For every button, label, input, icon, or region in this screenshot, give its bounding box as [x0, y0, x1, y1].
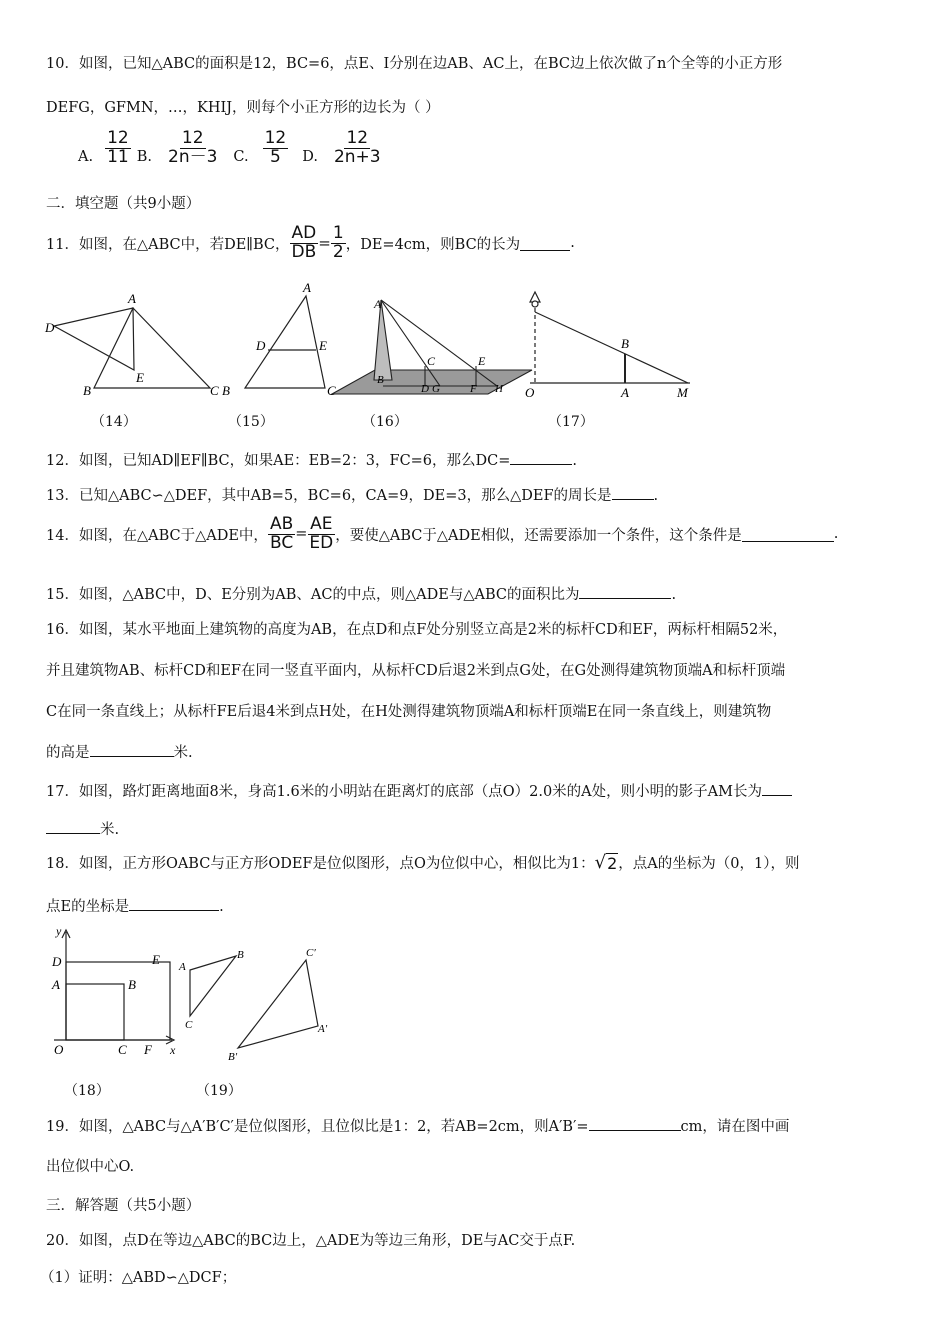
q16-answer-blank[interactable] — [90, 742, 174, 757]
fig14-label-d: D — [45, 320, 55, 335]
fig19-triangle-a2b2c2 — [238, 960, 318, 1048]
fig15-label-a: A — [303, 282, 311, 295]
fig14-label-b: B — [83, 383, 91, 398]
q18-pre: 18．如图，正方形OABC与正方形ODEF是位似图形，点O为位似中心，相似比为1： — [46, 856, 595, 872]
fig18-label-y: y — [56, 924, 62, 938]
q14 — [46, 516, 838, 553]
option-a-letter: A. — [78, 148, 94, 165]
caption-18: （18） — [64, 1083, 110, 1099]
fig17-lamp-bulb — [532, 301, 538, 307]
q11-fraction-ad-db — [290, 225, 319, 262]
q11-end: . — [570, 235, 575, 252]
q19-line2: 出位似中心O. — [46, 1159, 135, 1175]
fig16-label-c: C — [427, 354, 436, 368]
fig14-label-e: E — [136, 370, 144, 385]
q14-fraction1-den: BC — [269, 532, 294, 553]
figure-18 — [54, 930, 174, 1044]
q11-post: ，DE=4cm，则BC的长为 — [345, 236, 521, 253]
fig15-label-d: D — [256, 338, 266, 353]
q17-text: 17．如图，路灯距离地面8米，身高1.6米的小明站在距离灯的底部（点O）2.0米的A处，则小明的影子AM长为 — [46, 784, 762, 800]
option-a-num: 12 — [107, 128, 129, 148]
fig19-label-c-prime: C′ — [306, 947, 316, 959]
option-b-den: 2n－3 — [168, 146, 218, 167]
q19-pre: 19．如图，△ABC与△A′B′C′是位似图形，且位似比是1：2，若AB=2cm，则A′B′= — [46, 1119, 589, 1135]
q15-answer-blank[interactable] — [579, 584, 671, 599]
fig16-label-b: B — [377, 374, 384, 386]
q13-end: . — [653, 488, 659, 504]
option-a-den: 11 — [107, 146, 129, 167]
q10-options — [78, 130, 383, 167]
q16-line3: C在同一条直线上；从标杆FE后退4米到点H处，在H处测得建筑物顶端A和标杆顶端E在同一条直线上，则建筑物 — [46, 704, 772, 720]
section-3-heading: 三．解答题（共5小题） — [46, 1198, 201, 1214]
q17-answer-blank-part1[interactable] — [762, 781, 792, 796]
q12-end: . — [572, 453, 578, 469]
fig16-label-e: E — [478, 354, 486, 368]
option-c-letter: C. — [233, 148, 249, 165]
q17-line2-post: 米. — [100, 822, 120, 838]
q17-line1 — [46, 780, 792, 801]
q14-fraction2-den: ED — [309, 532, 334, 553]
q10-line1: 10．如图，已知△ABC的面积是12，BC=6，点E、I分别在边AB、AC上，在BC边上依次做了n个全等的小正方形 — [46, 56, 783, 72]
option-d-letter: D. — [302, 148, 318, 165]
figure-row-1 — [40, 282, 710, 404]
q15-end: . — [671, 587, 677, 603]
fig18-label-c: C — [118, 1042, 127, 1057]
fig19-label-a-prime: A′ — [318, 1023, 328, 1035]
option-c-num: 12 — [264, 128, 287, 148]
fig19-label-c: C — [185, 1019, 193, 1031]
fig19-label-a: A — [179, 961, 186, 973]
q14-fraction-ab-bc — [268, 516, 295, 553]
figure-14 — [54, 308, 210, 388]
q16-line4-pre: 的高是 — [46, 745, 90, 761]
option-b-fraction — [166, 130, 219, 167]
fig17-label-b: B — [621, 336, 629, 351]
fig16-label-f: F — [470, 383, 477, 395]
q11 — [46, 225, 575, 262]
q14-end: . — [833, 526, 839, 543]
q16-line4 — [46, 741, 193, 762]
q16-line2: 并且建筑物AB、标杆CD和EF在同一竖直平面内，从标杆CD后退2米到点G处，在G处测得建筑物顶端A和标杆顶端 — [46, 663, 786, 679]
fig18-label-e: E — [152, 952, 160, 967]
q14-fraction2-num: AE — [310, 514, 333, 534]
caption-14: （14） — [91, 414, 137, 430]
figure-row-2 — [44, 920, 354, 1070]
q18-line2 — [46, 895, 224, 916]
q12 — [46, 449, 577, 470]
fig17-label-a: A — [621, 385, 629, 400]
option-c-den: 5 — [270, 146, 281, 167]
q20-line2: （1）证明：△ABD∽△DCF； — [40, 1270, 237, 1286]
figure-17 — [530, 292, 690, 383]
q14-post: ，要使△ABC于△ADE相似，还需要添加一个条件，这个条件是 — [335, 527, 742, 544]
sqrt-symbol: √ — [594, 852, 607, 873]
q19-line1 — [46, 1115, 789, 1136]
fig17-light-ray — [535, 312, 688, 383]
q17-line2 — [46, 818, 119, 839]
q14-fraction1-num: AB — [269, 514, 294, 534]
option-b-letter: B. — [136, 148, 152, 165]
option-d-num: 12 — [346, 128, 369, 148]
fig18-label-d: D — [52, 954, 62, 969]
fig18-label-x: x — [170, 1043, 176, 1057]
q11-equals: = — [318, 234, 331, 253]
q10-line2: DEFG，GFMN，…，KHIJ，则每个小正方形的边长为（ ） — [46, 100, 440, 116]
q11-pre: 11．如图，在△ABC中，若DE∥BC， — [46, 236, 290, 253]
q16-line4-post: 米. — [173, 745, 193, 761]
q12-text: 12．如图，已知AD∥EF∥BC，如果AE：EB=2：3，FC=6，那么DC= — [46, 453, 511, 469]
fig18-label-b: B — [128, 977, 136, 992]
fig18-label-f: F — [144, 1042, 152, 1057]
fig19-label-b-prime: B′ — [228, 1051, 238, 1063]
fig14-triangle-ade — [54, 308, 134, 370]
q18-line2-end: . — [219, 899, 224, 915]
q18-root-value: 2 — [607, 853, 618, 873]
q16-line1: 16．如图，某水平地面上建筑物的高度为AB，在点D和点F处分别竖立高是2米的标杆CD和EF，两标杆相隔52米， — [46, 622, 788, 638]
q13-answer-blank[interactable] — [612, 485, 654, 500]
fig16-label-g: G — [432, 383, 440, 395]
caption-17: （17） — [548, 414, 594, 430]
fig14-label-c: C — [210, 383, 219, 398]
fig15-label-e: E — [319, 338, 327, 353]
q13-text: 13．已知△ABC∽△DEF，其中AB=5，BC=6，CA=9，DE=3，那么△DEF的周长是 — [46, 488, 612, 504]
caption-15: （15） — [228, 414, 274, 430]
fig17-label-o: O — [525, 385, 535, 400]
section-2-heading: 二．填空题（共9小题） — [46, 196, 201, 212]
q14-pre: 14．如图，在△ABC于△ADE中， — [46, 527, 268, 544]
q12-answer-blank[interactable] — [510, 450, 572, 465]
fig15-label-b: B — [222, 383, 230, 398]
q14-equals: = — [295, 526, 308, 543]
fig16-label-d: D — [421, 383, 429, 395]
fig18-label-a: A — [52, 977, 60, 992]
q19-post: cm，请在图中画 — [680, 1119, 790, 1135]
option-c-fraction — [263, 130, 289, 167]
fig16-label-a: A — [374, 297, 382, 311]
q14-fraction-ae-ed — [307, 516, 335, 553]
q11-fraction-num: AD — [291, 223, 317, 243]
caption-16: （16） — [362, 414, 408, 430]
q20-line1: 20．如图，点D在等边△ABC的BC边上，△ADE为等边三角形，DE与AC交于点F. — [46, 1233, 576, 1249]
q11-value-num: 1 — [332, 223, 344, 243]
option-d-den: 2n+3 — [333, 146, 381, 167]
option-d-fraction — [332, 130, 383, 167]
fig15-label-c: C — [327, 383, 336, 398]
fig19-triangle-abc — [190, 956, 236, 1016]
fig14-triangle-abc — [94, 308, 210, 388]
fig19-label-b: B — [237, 949, 244, 961]
q11-answer-blank[interactable] — [520, 236, 570, 251]
q11-value-den: 2 — [332, 241, 344, 262]
fig14-label-a: A — [128, 291, 136, 306]
q15-text: 15．如图，△ABC中，D、E分别为AB、AC的中点，则△ADE与△ABC的面积比为 — [46, 587, 580, 603]
fig18-label-o: O — [54, 1042, 64, 1057]
fig17-label-m: M — [677, 385, 688, 400]
q14-answer-blank[interactable] — [742, 527, 834, 542]
q18-line2-pre: 点E的坐标是 — [46, 899, 130, 915]
q17-answer-blank-part2[interactable] — [46, 819, 100, 834]
figure-19 — [190, 956, 318, 1048]
option-a-fraction — [105, 130, 131, 167]
figure-16 — [332, 300, 532, 394]
q18-line1 — [46, 852, 799, 873]
q19-answer-blank[interactable] — [589, 1116, 681, 1131]
fig16-label-h: H — [495, 383, 503, 395]
fig18-square-oabc — [66, 984, 124, 1040]
q18-answer-blank[interactable] — [129, 896, 219, 911]
q11-fraction-value — [331, 225, 346, 262]
q11-fraction-den: DB — [291, 241, 317, 262]
q18-post: ，点A的坐标为（0，1），则 — [618, 856, 800, 872]
q15 — [46, 583, 676, 604]
q13 — [46, 484, 658, 505]
fig18-square-odef — [66, 962, 170, 1040]
option-b-num: 12 — [181, 128, 204, 148]
caption-19: （19） — [196, 1083, 242, 1099]
